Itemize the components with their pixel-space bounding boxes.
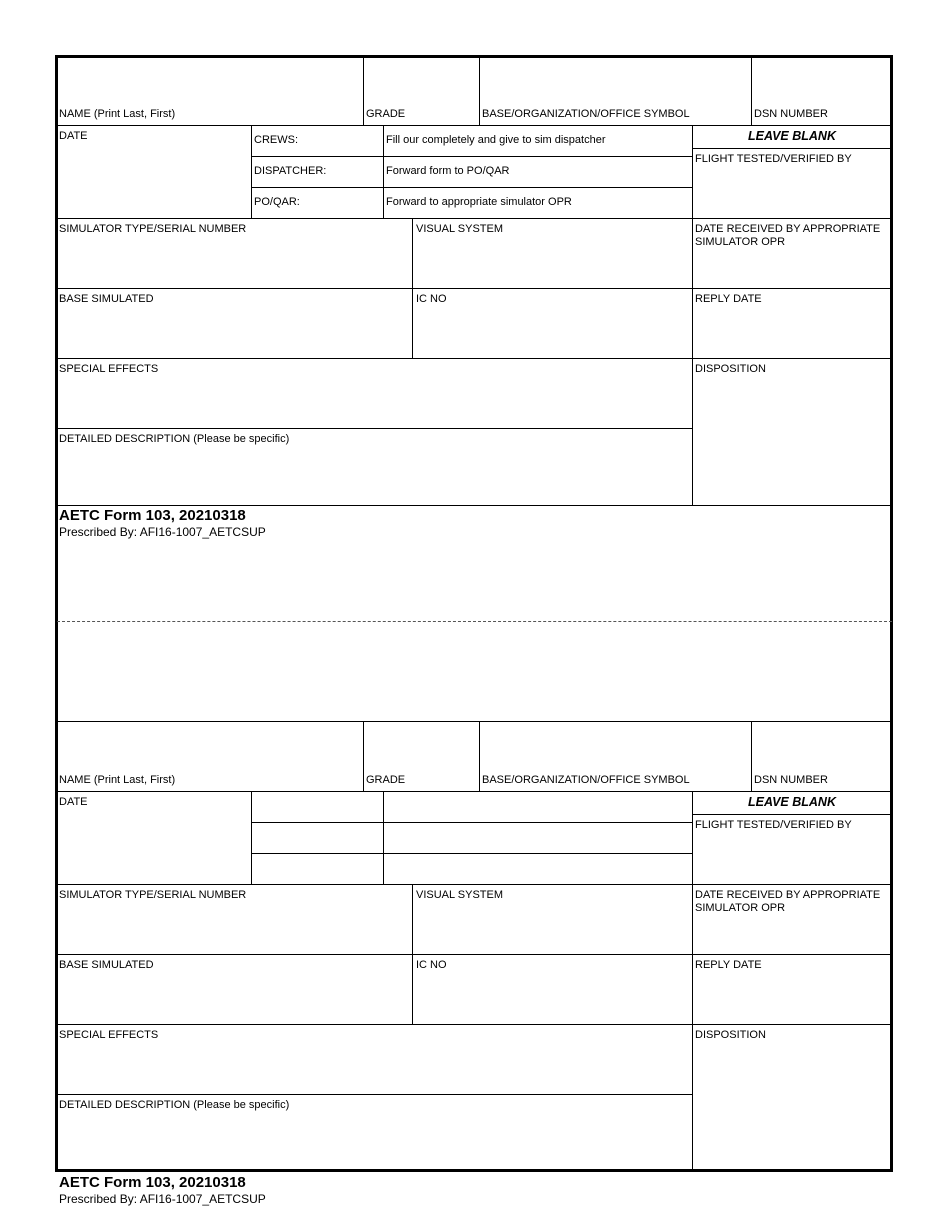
date-label: DATE [59,130,88,142]
grid-line [363,57,364,125]
grid-line [251,853,692,854]
grid-line [57,358,892,359]
grid-line [692,814,892,815]
grid-line [57,288,892,289]
grid-line [57,505,892,506]
dsn-label: DSN NUMBER [754,774,828,786]
grid-line [57,1024,892,1025]
description-label: DETAILED DESCRIPTION (Please be specific) [59,1099,290,1111]
grade-label: GRADE [366,108,406,120]
routing-instruction: Forward to appropriate simulator OPR [386,196,572,208]
grid-line [57,954,892,955]
grid-line [251,822,692,823]
name-label: NAME (Print Last, First) [59,108,176,120]
reply-date-label: REPLY DATE [695,959,762,971]
base-org-label: BASE/ORGANIZATION/OFFICE SYMBOL [482,108,690,120]
routing-instruction: Fill our completely and give to sim dispatcher [386,134,606,146]
simulator-label: SIMULATOR TYPE/SERIAL NUMBER [59,889,247,901]
grid-line [692,148,892,149]
ic-no-label: IC NO [416,959,447,971]
base-org-label: BASE/ORGANIZATION/OFFICE SYMBOL [482,774,690,786]
routing-role: PO/QAR: [254,196,300,208]
flight-tested-label: FLIGHT TESTED/VERIFIED BY [695,819,852,831]
grid-line [57,791,892,792]
visual-system-label: VISUAL SYSTEM [416,223,504,235]
grid-line [383,125,384,218]
base-simulated-label: BASE SIMULATED [59,959,154,971]
prescribed-by: Prescribed By: AFI16-1007_AETCSUP [59,1192,266,1206]
date-received-label: DATE RECEIVED BY APPROPRIATE SIMULATOR OPR [695,223,881,248]
grid-line [751,721,752,791]
simulator-label: SIMULATOR TYPE/SERIAL NUMBER [59,223,247,235]
reply-date-label: REPLY DATE [695,293,762,305]
disposition-label: DISPOSITION [695,363,766,375]
form-title: AETC Form 103, 20210318 [59,507,246,524]
grid-line [57,721,892,722]
disposition-label: DISPOSITION [695,1029,766,1041]
grid-line [251,156,692,157]
grid-line [57,1094,692,1095]
visual-system-label: VISUAL SYSTEM [416,889,504,901]
grid-line [251,791,252,884]
special-effects-label: SPECIAL EFFECTS [59,1029,159,1041]
description-label: DETAILED DESCRIPTION (Please be specific) [59,433,290,445]
grid-line [57,884,892,885]
prescribed-by: Prescribed By: AFI16-1007_AETCSUP [59,525,266,539]
grid-line [751,57,752,125]
routing-role: DISPATCHER: [254,165,327,177]
grid-line [57,218,892,219]
routing-role: CREWS: [254,134,298,146]
dsn-label: DSN NUMBER [754,108,828,120]
grid-line [383,791,384,884]
form-title: AETC Form 103, 20210318 [59,1174,246,1191]
grade-label: GRADE [366,774,406,786]
routing-instruction: Forward form to PO/QAR [386,165,510,177]
ic-no-label: IC NO [416,293,447,305]
grid-line [692,125,693,506]
leave-blank-heading: LEAVE BLANK [748,795,836,809]
grid-line [251,125,252,218]
grid-line [479,57,480,125]
date-received-label: DATE RECEIVED BY APPROPRIATE SIMULATOR OPR [695,889,881,914]
special-effects-label: SPECIAL EFFECTS [59,363,159,375]
leave-blank-heading: LEAVE BLANK [748,129,836,143]
name-label: NAME (Print Last, First) [59,774,176,786]
cut-line [57,621,892,622]
grid-line [363,721,364,791]
flight-tested-label: FLIGHT TESTED/VERIFIED BY [695,153,852,165]
grid-line [57,428,692,429]
grid-line [57,125,892,126]
base-simulated-label: BASE SIMULATED [59,293,154,305]
date-label: DATE [59,796,88,808]
grid-line [692,791,693,1171]
grid-line [251,187,692,188]
grid-line [479,721,480,791]
